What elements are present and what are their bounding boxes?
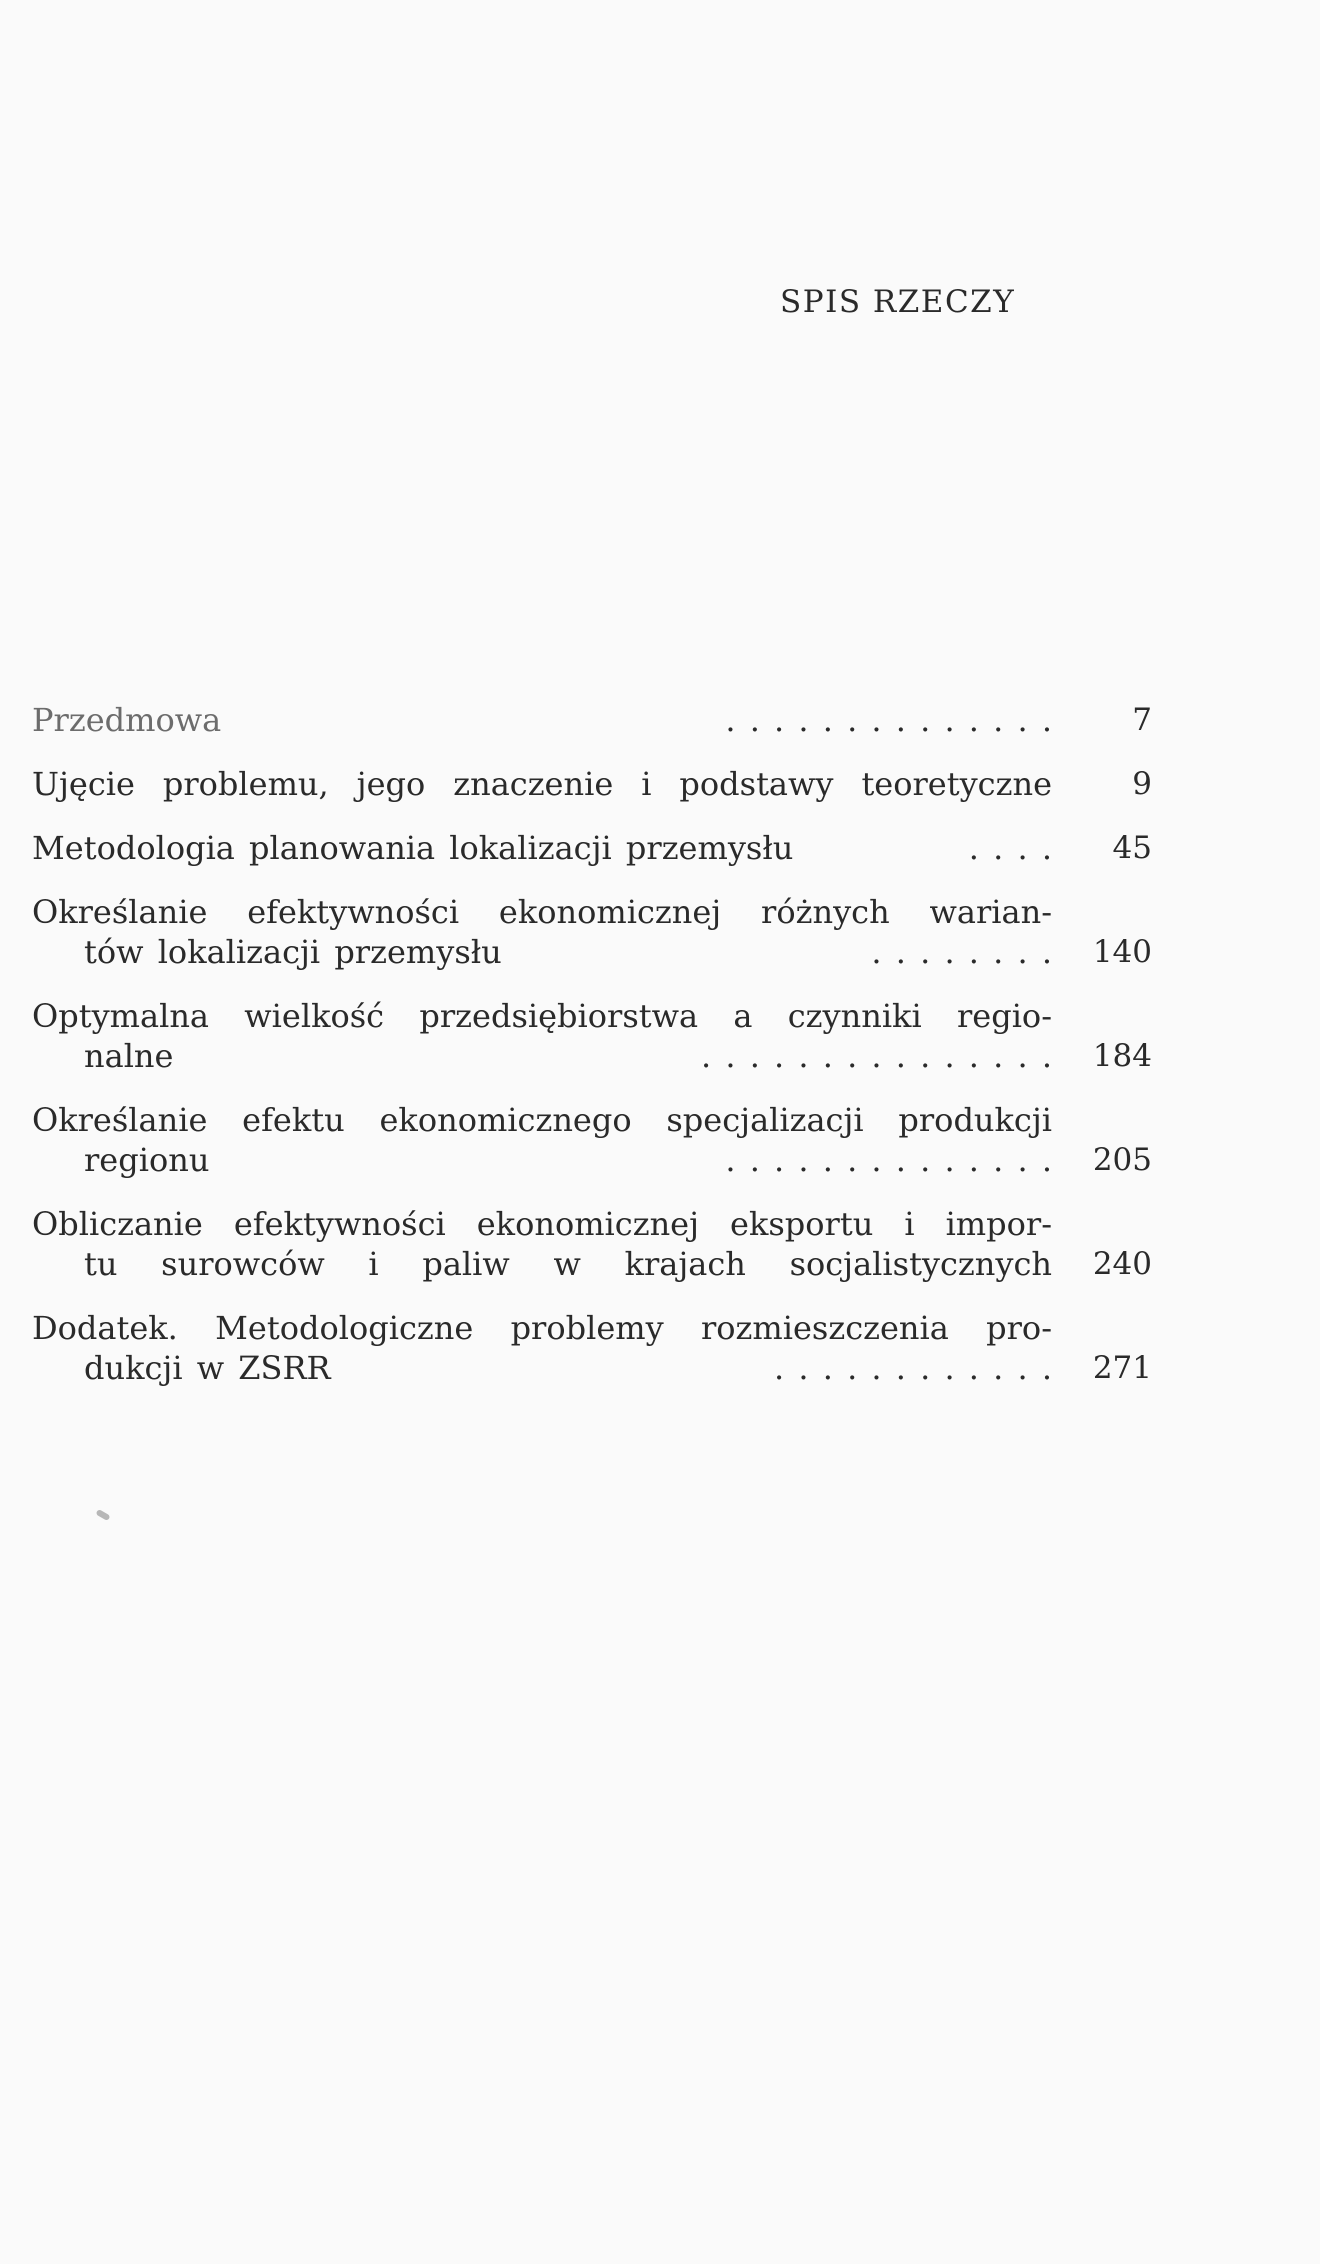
leader-dots: . . . . . . . . . . . . . . — [725, 701, 1052, 739]
toc-entry-metodologia[interactable] — [32, 828, 1152, 868]
page-title: SPIS RZECZY — [780, 284, 1016, 320]
toc-entry-title: Dodatek. Metodologiczne problemy rozmieszczenia pro- — [32, 1309, 1052, 1347]
toc-entry-title-continued: tów lokalizacji przemysłu — [84, 933, 502, 971]
toc-entry-dodatek[interactable] — [32, 1308, 1152, 1388]
toc-page-number: 205 — [1092, 1142, 1152, 1178]
toc-entry-title: Określanie efektywności ekonomicznej różnych warian- — [32, 893, 1052, 931]
toc-page-number: 9 — [1132, 766, 1152, 802]
toc-entry-okreslanie-efektu[interactable] — [32, 1100, 1152, 1180]
toc-page-number: 271 — [1092, 1350, 1152, 1386]
toc-entry-przedmowa[interactable] — [32, 700, 1152, 740]
toc-entry-title-continued: regionu — [84, 1141, 210, 1179]
toc-entry-title: Ujęcie problemu, jego znaczenie i podstawy teoretyczne — [32, 765, 1052, 803]
leader-dots: . . . . . . . . — [871, 933, 1052, 971]
toc-entry-optymalna-wielkosc[interactable] — [32, 996, 1152, 1076]
toc-page-number: 7 — [1132, 702, 1152, 738]
table-of-contents — [32, 700, 1152, 1412]
toc-entry-line — [32, 700, 1052, 740]
leader-dots: . . . . . . . . . . . . . . — [725, 1141, 1052, 1179]
toc-entry-line-continued — [32, 1140, 1052, 1180]
toc-entry-line-continued — [32, 1244, 1052, 1284]
toc-page-number: 240 — [1092, 1246, 1152, 1282]
paper-speck — [95, 1509, 110, 1521]
toc-entry-line — [32, 1308, 1052, 1348]
toc-entry-line — [32, 764, 1052, 804]
toc-entry-line — [32, 892, 1052, 932]
toc-entry-line-continued — [32, 1348, 1052, 1388]
toc-entry-title: Metodologia planowania lokalizacji przemysłu — [32, 829, 794, 867]
toc-page-number: 45 — [1112, 830, 1152, 866]
toc-entry-line — [32, 828, 1052, 868]
leader-dots: . . . . . . . . . . . . . . . — [701, 1037, 1052, 1075]
toc-page-number: 140 — [1092, 934, 1152, 970]
toc-entry-title-continued: nalne — [84, 1037, 174, 1075]
toc-entry-line-continued — [32, 932, 1052, 972]
toc-entry-line — [32, 1204, 1052, 1244]
toc-entry-line — [32, 1100, 1052, 1140]
toc-entry-ujecie-problemu[interactable] — [32, 764, 1152, 804]
toc-entry-title-continued: tu surowców i paliw w krajach socjalistycznych — [84, 1245, 1052, 1283]
toc-entry-title: Określanie efektu ekonomicznego specjalizacji produkcji — [32, 1101, 1052, 1139]
leader-dots: . . . . . . . . . . . . — [774, 1349, 1052, 1387]
leader-dots: . . . . — [968, 829, 1052, 867]
toc-entry-title: Optymalna wielkość przedsiębiorstwa a czynniki regio- — [32, 997, 1052, 1035]
toc-entry-title-continued: dukcji w ZSRR — [84, 1349, 331, 1387]
toc-entry-line-continued — [32, 1036, 1052, 1076]
toc-entry-line — [32, 996, 1052, 1036]
toc-page-number: 184 — [1092, 1038, 1152, 1074]
toc-entry-obliczanie-efektywnosci[interactable] — [32, 1204, 1152, 1284]
toc-entry-title: Obliczanie efektywności ekonomicznej eksportu i impor- — [32, 1205, 1052, 1243]
toc-entry-okreslanie-efektywnosci[interactable] — [32, 892, 1152, 972]
toc-entry-title: Przedmowa — [32, 701, 222, 739]
